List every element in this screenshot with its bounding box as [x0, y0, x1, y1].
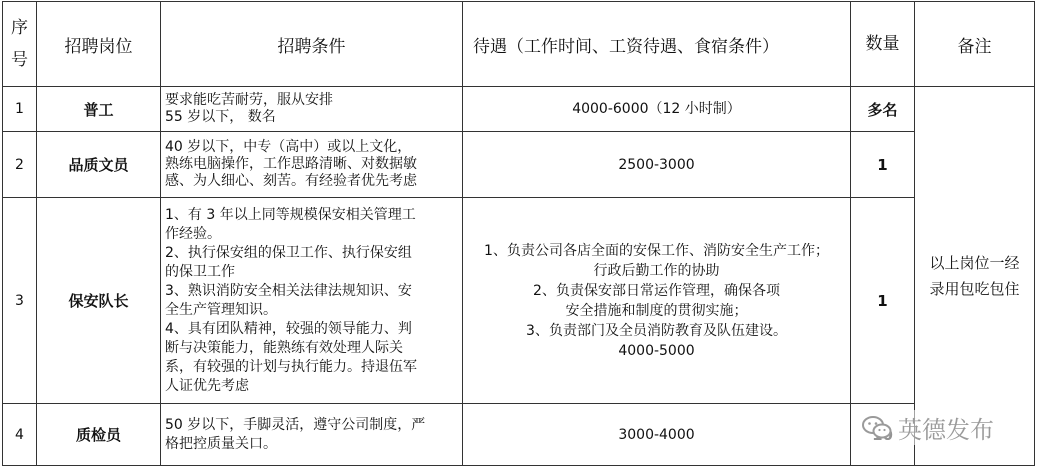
requirement-line: 50 岁以下，手脚灵活，遵守公司制度，严 — [165, 416, 426, 433]
row-benefits — [463, 198, 851, 404]
header-row — [3, 2, 1035, 87]
wechat-icon — [862, 415, 892, 441]
requirement-line: 55 岁以下， 数名 — [165, 109, 276, 125]
requirement-line: 要求能吃苦耐劳，服从安排 — [165, 92, 333, 108]
requirement-line: 的保卫工作 — [165, 263, 235, 280]
benefit-line: 安全措施和制度的贯彻实施； — [565, 302, 748, 319]
requirement-line: 断与决策能力，能熟练有效处理人际关 — [165, 339, 403, 356]
requirement-line: 系，有较强的计划与执行能力。持退伍军 — [165, 358, 417, 375]
watermark — [858, 410, 998, 445]
benefit-line: 4000-5000 — [618, 342, 695, 359]
row-index: 1 — [3, 87, 37, 132]
row-position: 普工 — [37, 87, 161, 132]
benefit-line: 1、负责公司各店全面的安保工作、消防安全生产工作； — [484, 242, 829, 259]
requirement-line: 4、具有团队精神，较强的领导能力、判 — [165, 320, 412, 337]
benefit-line: 2、负责保安部日常运作管理，确保各项 — [533, 282, 780, 299]
benefit-line: 3000-4000 — [618, 426, 695, 443]
table-row — [3, 198, 1035, 404]
row-position: 质检员 — [37, 404, 161, 466]
row-benefits — [463, 87, 851, 132]
table-row — [3, 87, 1035, 132]
row-index: 3 — [3, 198, 37, 404]
header-position: 招聘岗位 — [37, 2, 161, 87]
benefit-line: 2500-3000 — [618, 156, 695, 173]
benefit-line: 4000-6000（12 小时制） — [572, 101, 741, 117]
row-index: 2 — [3, 132, 37, 198]
row-quantity: 多名 — [851, 87, 915, 132]
requirement-line: 感、为人细心、刻苦。有经验者优先考虑 — [165, 173, 417, 189]
header-notes: 备注 — [915, 2, 1035, 87]
row-position: 保安队长 — [37, 198, 161, 404]
row-requirements — [161, 132, 463, 198]
notes-cell — [915, 87, 1035, 466]
header-benefits: 待遇（工作时间、工资待遇、食宿条件） — [463, 2, 851, 87]
benefit-line: 3、负责部门及全员消防教育及队伍建设。 — [526, 322, 787, 339]
header-index: 序号 — [3, 2, 37, 87]
benefit-line: 行政后勤工作的协助 — [593, 262, 720, 279]
row-requirements — [161, 404, 463, 466]
row-quantity: 1 — [851, 132, 915, 198]
row-quantity: 1 — [851, 198, 915, 404]
requirement-line: 人证优先考虑 — [165, 377, 249, 394]
requirement-line: 全生产管理知识。 — [165, 301, 277, 318]
requirement-line: 作经验。 — [165, 225, 221, 242]
requirement-line: 3、熟识消防安全相关法律法规知识、安 — [165, 282, 412, 299]
note-line: 以上岗位一经 — [929, 254, 1020, 272]
row-benefits — [463, 132, 851, 198]
requirement-line: 熟练电脑操作，工作思路清晰、对数据敏 — [165, 156, 417, 172]
recruitment-table — [2, 1, 1035, 466]
requirement-line: 1、有 3 年以上同等规模保安相关管理工 — [165, 206, 416, 223]
requirement-line: 40 岁以下，中专（高中）或以上文化， — [165, 139, 412, 155]
row-index: 4 — [3, 404, 37, 466]
row-requirements — [161, 87, 463, 132]
header-requirements: 招聘条件 — [161, 2, 463, 87]
note-line: 录用包吃包住 — [929, 280, 1020, 298]
table-row — [3, 132, 1035, 198]
header-quantity: 数量 — [851, 2, 915, 87]
requirement-line: 格把控质量关口。 — [165, 435, 277, 452]
row-position: 品质文员 — [37, 132, 161, 198]
row-requirements — [161, 198, 463, 404]
requirement-line: 2、执行保安组的保卫工作、执行保安组 — [165, 244, 412, 261]
row-benefits — [463, 404, 851, 466]
watermark-text: 英德发布 — [898, 416, 994, 444]
